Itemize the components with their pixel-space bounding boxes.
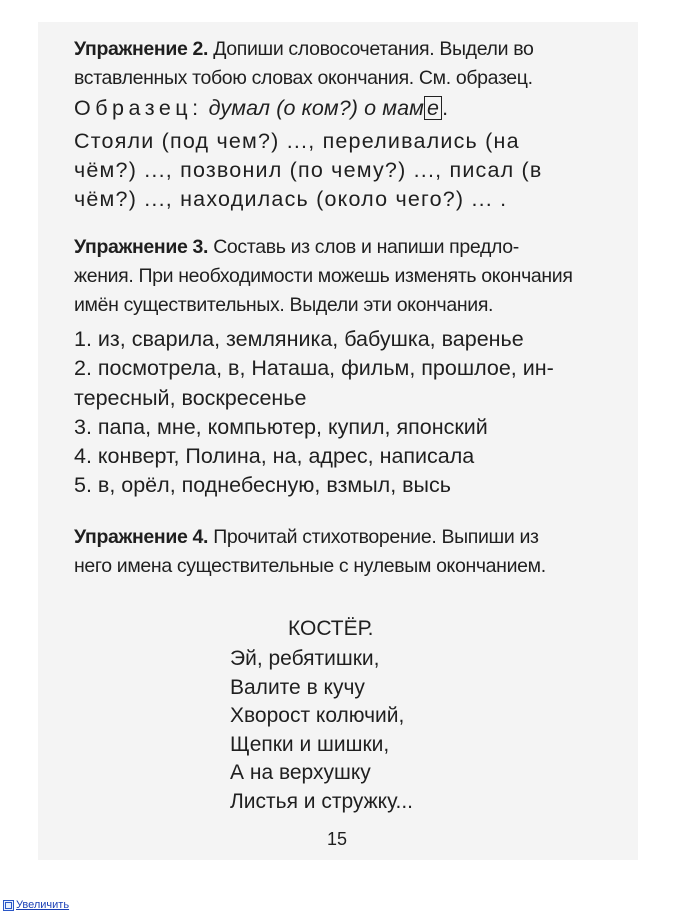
ex4-task-line2: него имена существительные с нулевым окончанием. xyxy=(74,555,546,577)
list-item: 5. в, орёл, поднебесную, взмыл, высь xyxy=(74,473,451,498)
ex4-task-line1: Прочитай стихотворение. Выпиши из xyxy=(213,526,539,548)
list-item: 1. из, сварила, земляника, бабушка, варенье xyxy=(74,327,524,351)
zoom-link[interactable] xyxy=(3,899,69,911)
poem-line: Валите в кучу xyxy=(230,675,365,699)
list-item: 2. посмотрела, в, Наташа, фильм, прошлое, ин- xyxy=(74,356,554,381)
ex2-sample-text: думал (о ком?) о мам xyxy=(208,96,424,120)
poem-line: Хворост колючий, xyxy=(230,704,405,728)
ex2-sample-ending: е xyxy=(424,96,442,120)
ex3-word-list xyxy=(74,325,634,501)
ex2-task xyxy=(74,35,630,93)
list-item: 3. папа, мне, компьютер, купил, японский xyxy=(74,414,488,439)
list-item: тересный, воскресенье xyxy=(74,385,307,410)
ex3-task-line1: Составь из слов и напиши предло- xyxy=(213,236,519,258)
ex3-task-line3: имён существительных. Выдели эти окончания. xyxy=(74,294,494,316)
ex2-task-line2: вставленных тобою словах окончания. См. образец. xyxy=(74,67,533,89)
ex2-sample: Образец: думал (о ком?) о мам е . xyxy=(74,96,449,120)
ex2-task-line1: Допиши словосочетания. Выдели во xyxy=(213,38,534,60)
ex2-heading: Упражнение 2. xyxy=(74,38,209,60)
poem-lines xyxy=(230,645,413,817)
ex3-heading: Упражнение 3. xyxy=(74,236,209,258)
ex4-heading: Упражнение 4. xyxy=(74,526,209,548)
page-number: 15 xyxy=(327,829,348,849)
list-item: 4. конверт, Полина, на, адрес, написала xyxy=(74,444,475,469)
poem-line: Листья и стружку... xyxy=(230,789,414,813)
ex4-task xyxy=(74,523,630,581)
ex2-line: Стояли (под чем?) ..., переливались (на xyxy=(74,129,520,153)
ex2-sample-label: Образец: xyxy=(74,96,203,120)
poem-title: КОСТЁР. xyxy=(288,617,374,640)
zoom-icon xyxy=(3,900,14,911)
ex2-lines xyxy=(74,127,630,214)
ex2-line: чём?) ..., позвонил (по чему?) ..., писал (в xyxy=(74,158,543,182)
poem-line: Эй, ребятишки, xyxy=(230,647,380,670)
ex3-task xyxy=(74,233,630,320)
poem-line: А на верхушку xyxy=(230,761,371,785)
poem-line: Щепки и шишки, xyxy=(230,732,390,756)
ex2-line: чём?) ..., находилась (около чего?) ... . xyxy=(74,187,508,211)
zoom-link-label: Увеличить xyxy=(16,899,70,911)
ex3-task-line2: жения. При необходимости можешь изменять окончания xyxy=(74,265,573,287)
